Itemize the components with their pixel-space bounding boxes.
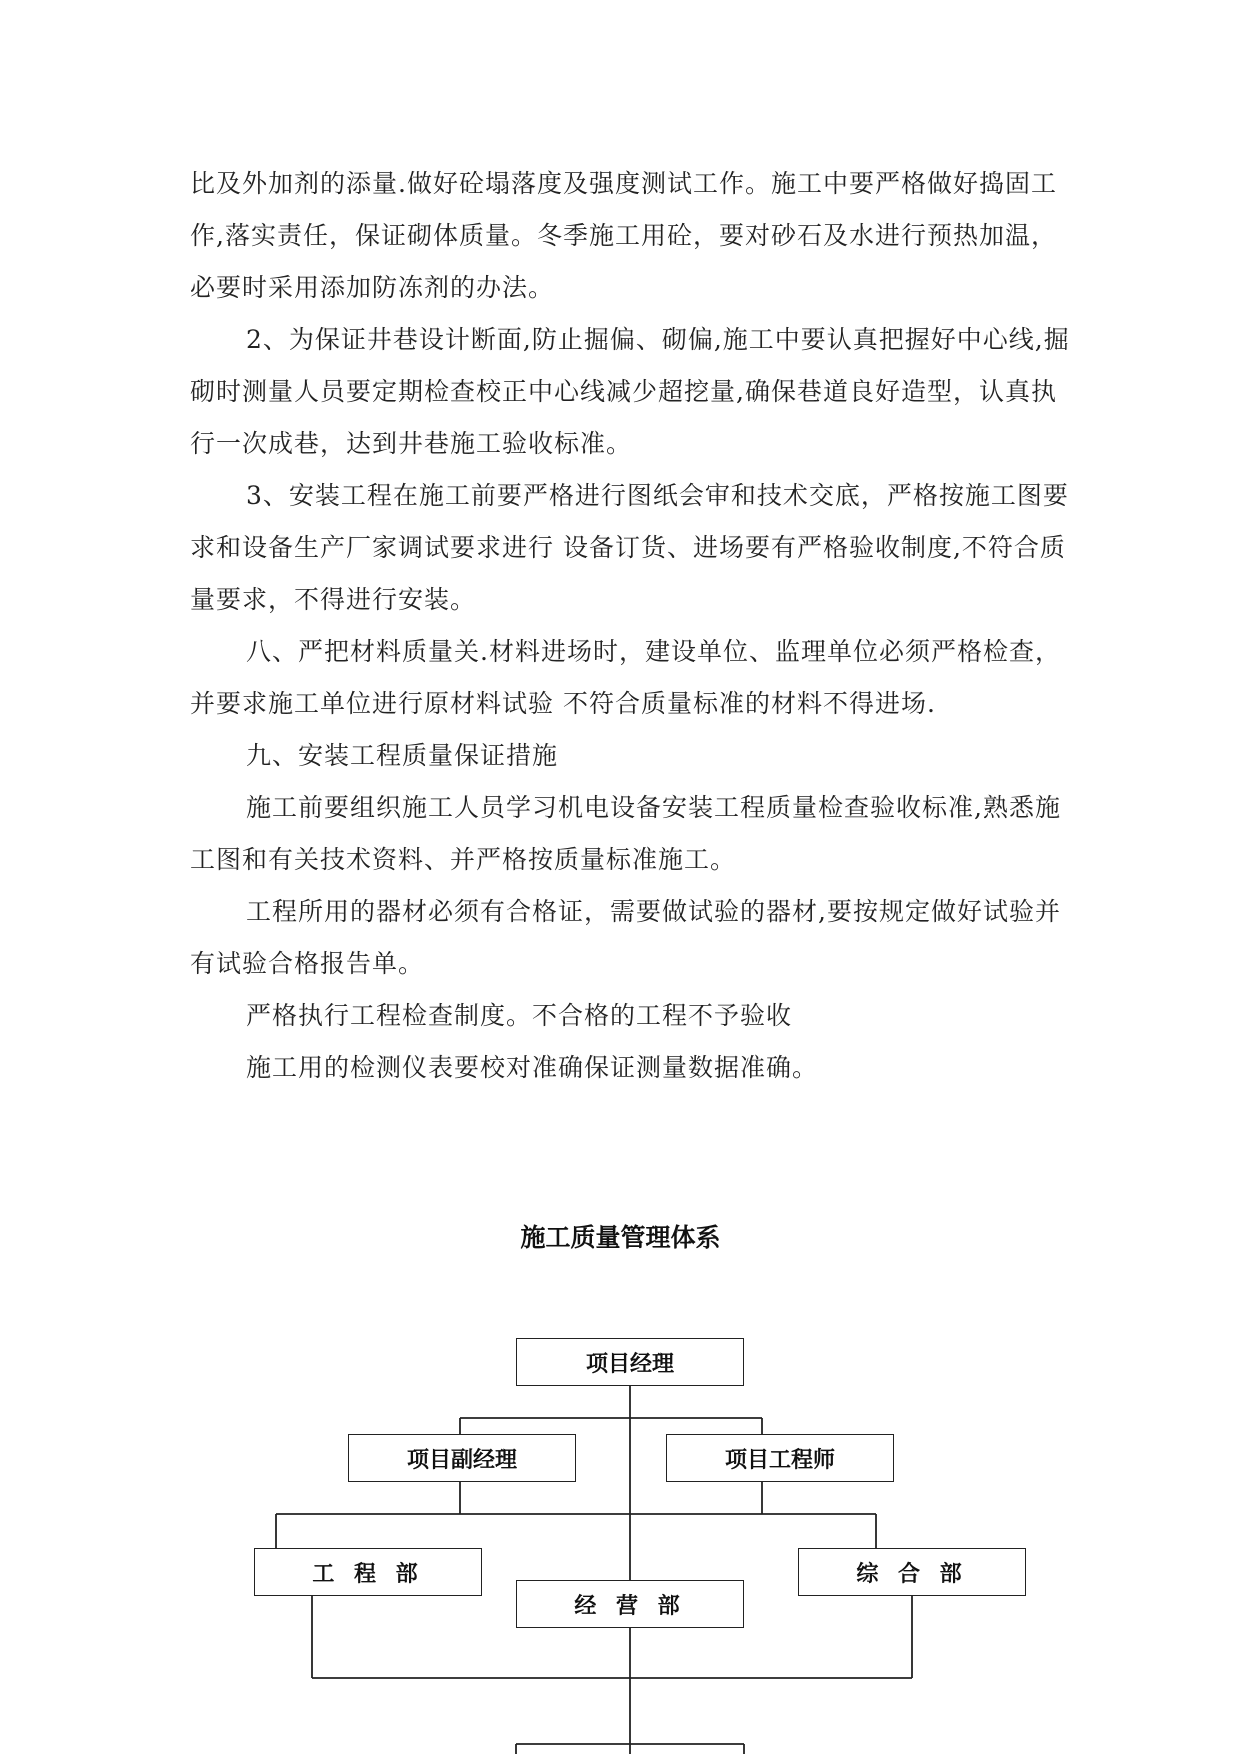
deputy-manager-box: 项目副经理 [348,1434,576,1482]
paragraph: 施工前要组织施工人员学习机电设备安装工程质量检查验收标准,熟悉施工图和有关技术资料、并严格按质量标准施工。 [190,793,1061,874]
paragraph: 施工用的检测仪表要校对准确保证测量数据准确。 [246,1053,819,1082]
paragraph: 严格执行工程检查制度。不合格的工程不予验收 [246,1001,793,1030]
project-engineer-box: 项目工程师 [666,1434,894,1482]
general-dept-box: 综 合 部 [798,1548,1026,1596]
engineering-dept-box: 工 程 部 [254,1548,482,1596]
paragraph: 3、安装工程在施工前要严格进行图纸会审和技术交底，严格按施工图要求和设备生产厂家调试要求进行 设备订货、进场要有严格验收制度,不符合质量要求，不得进行安装。 [190,481,1069,614]
project-manager-box: 项目经理 [516,1338,744,1386]
paragraph: 九、安装工程质量保证措施 [246,741,559,770]
paragraph: 八、严把材料质量关.材料进场时，建设单位、监理单位必须严格检查，并要求施工单位进行原材料试验 不符合质量标准的材料不得进场. [190,637,1061,718]
business-dept-box: 经 营 部 [516,1580,744,1628]
paragraph: 2、为保证井巷设计断面,防止掘偏、砌偏,施工中要认真把握好中心线,掘砌时测量人员要定期检查校正中心线减少超挖量,确保巷道良好造型，认真执行一次成巷，达到井巷施工验收标准。 [190,325,1070,458]
paragraph: 比及外加剂的添量.做好砼塌落度及强度测试工作。施工中要严格做好捣固工作,落实责任，保证砌体质量。冬季施工用砼，要对砂石及水进行预热加温，必要时采用添加防冻剂的办法。 [190,169,1057,302]
paragraph: 工程所用的器材必须有合格证，需要做试验的器材,要按规定做好试验并有试验合格报告单。 [190,897,1061,978]
org-chart-title: 施工质量管理体系 [520,1223,721,1252]
